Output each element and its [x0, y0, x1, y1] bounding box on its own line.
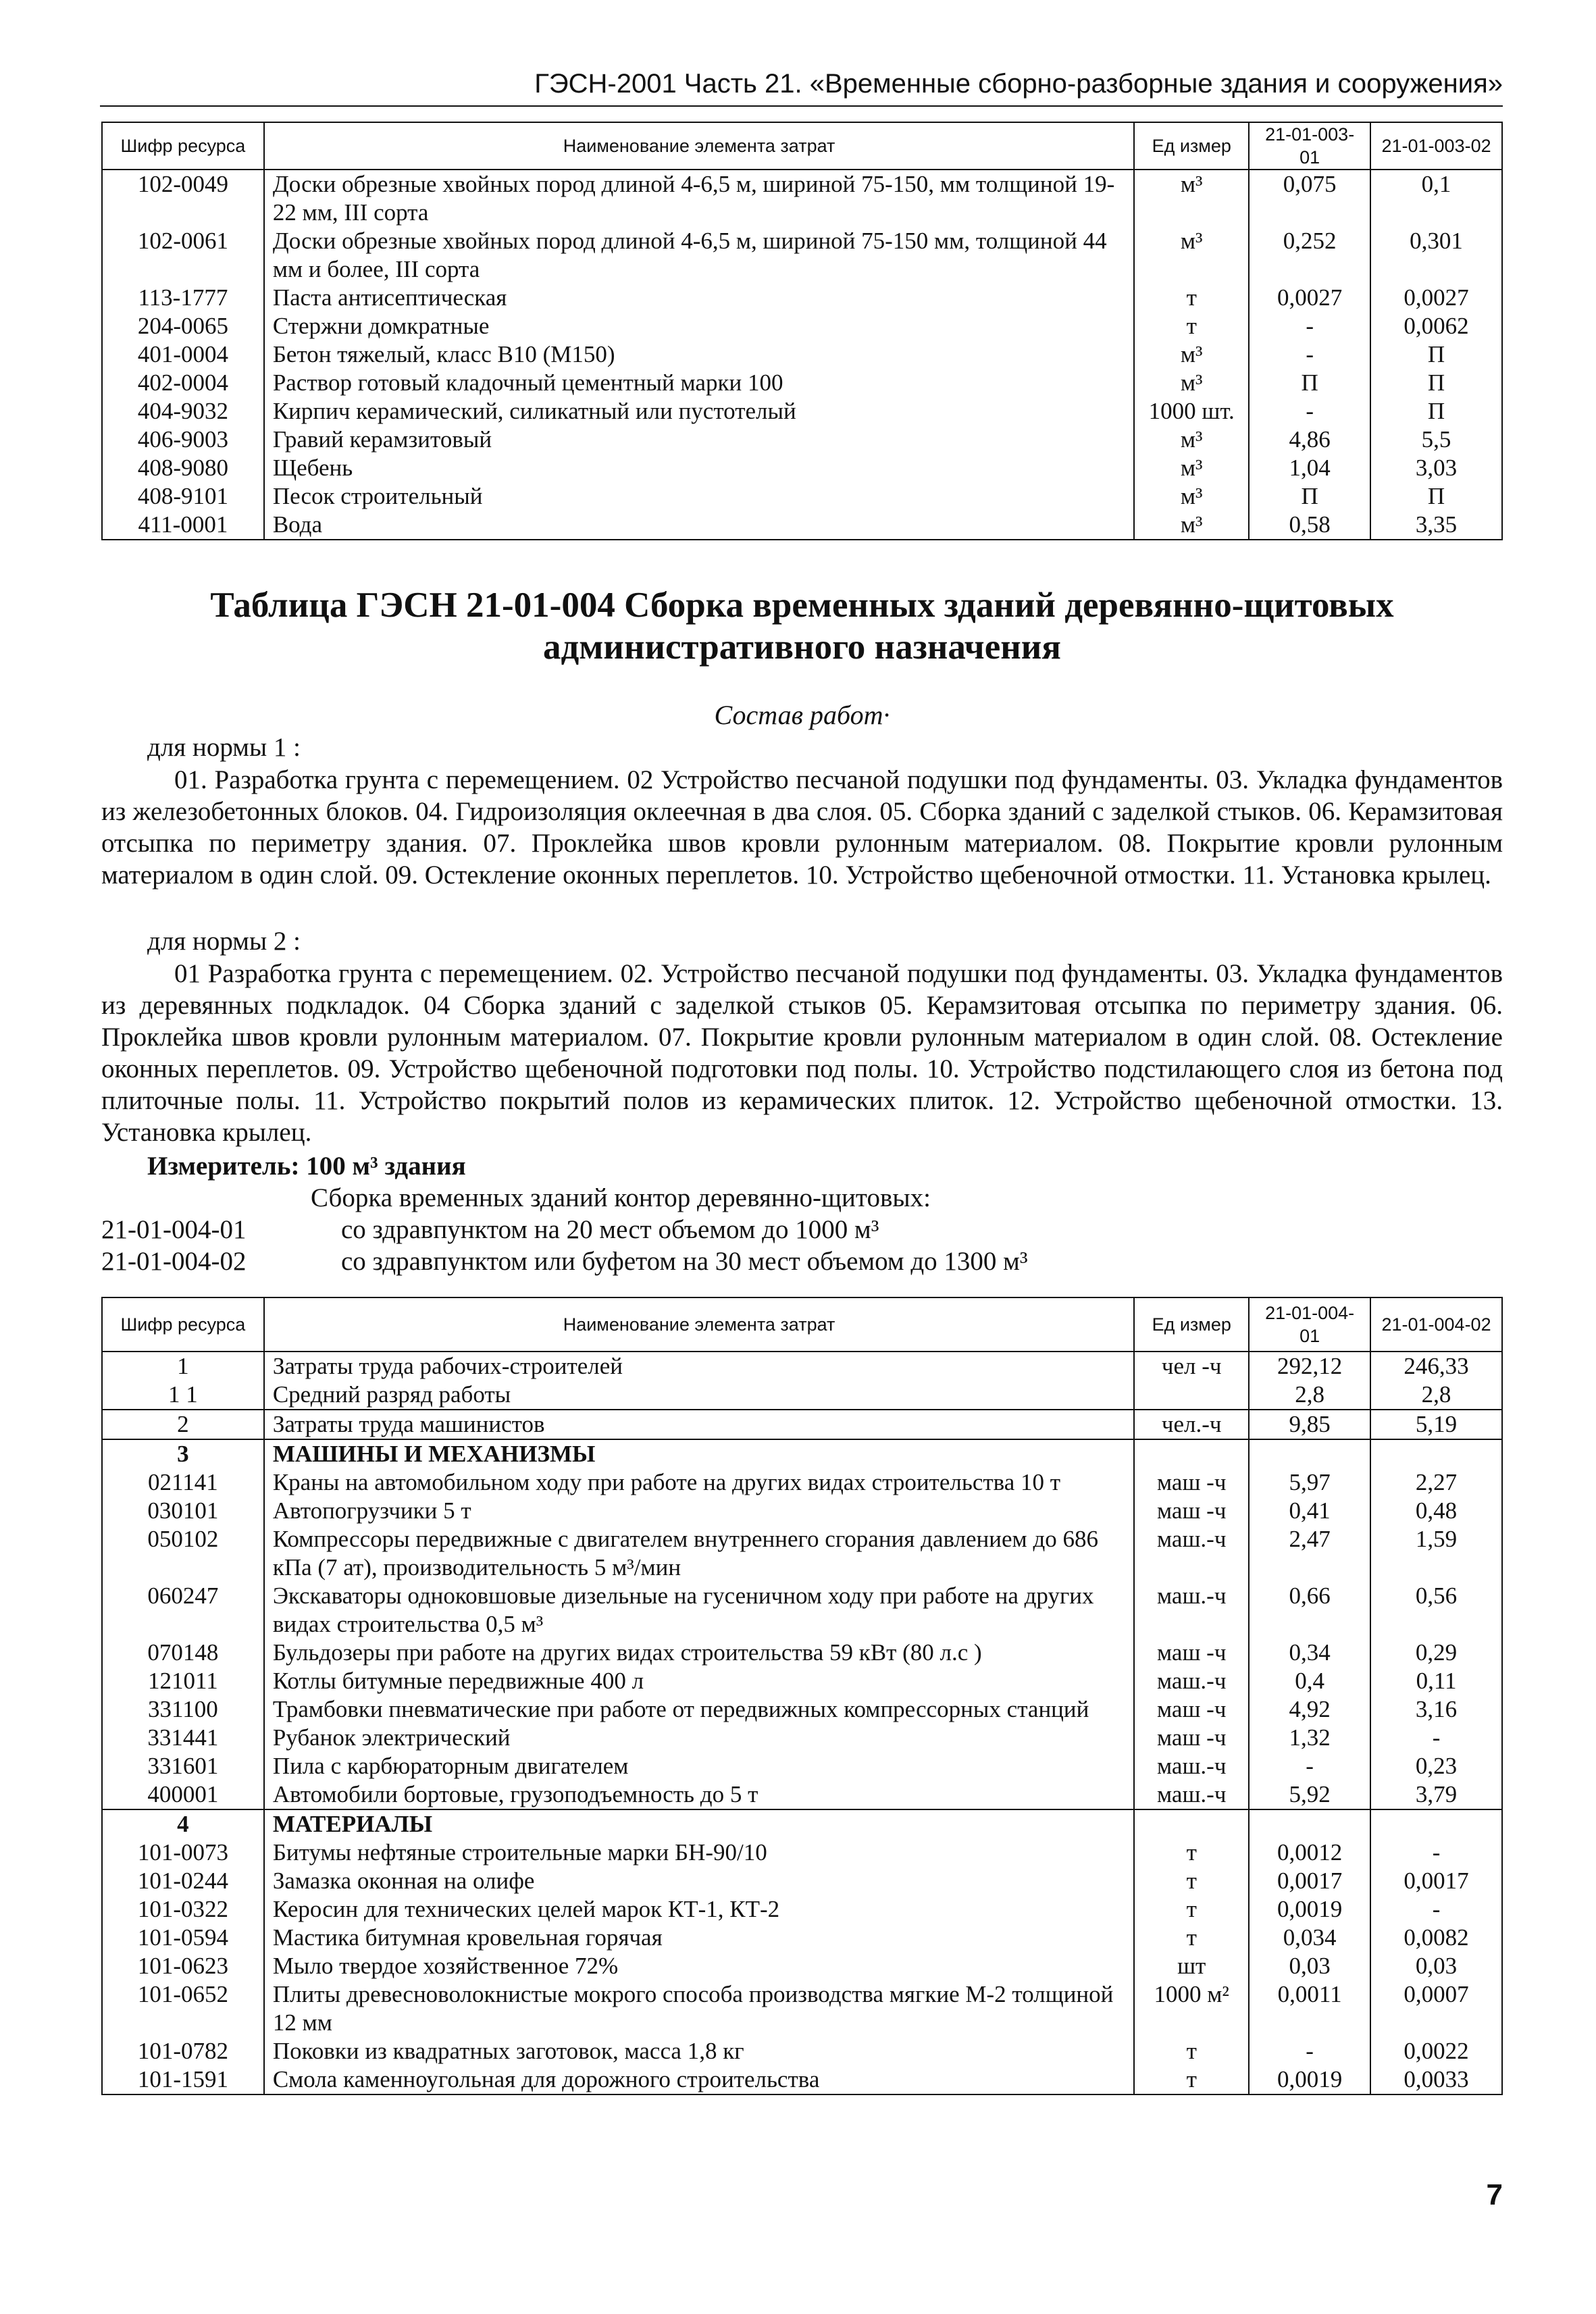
page-header: ГЭСН-2001 Часть 21. «Временные сборно-разборные здания и сооружения»	[100, 65, 1503, 107]
norm-code: 21-01-004-01	[101, 1215, 247, 1244]
unit-cell: шт	[1134, 1952, 1249, 1980]
value-cell: 0,252	[1249, 227, 1370, 284]
unit-cell: маш -ч	[1134, 1468, 1249, 1497]
table-row	[102, 1582, 1502, 1639]
resource-name-cell: Средний разряд работы	[264, 1381, 1134, 1410]
value-cell: 0,4	[1249, 1667, 1370, 1695]
page-number: 7	[1486, 2178, 1503, 2211]
unit-cell: т	[1134, 284, 1249, 312]
table-row	[102, 1724, 1502, 1752]
value-cell: 0,23	[1370, 1752, 1502, 1780]
resource-code-cell: 1 1	[102, 1381, 264, 1410]
col-header: Наименование элемента затрат	[264, 1297, 1134, 1352]
resource-code-cell: 4	[102, 1809, 264, 1839]
value-cell: 0,41	[1249, 1497, 1370, 1525]
resource-name-cell: Вода	[264, 511, 1134, 540]
value-cell: 2,8	[1249, 1381, 1370, 1410]
resource-name-cell: Смола каменноугольная для дорожного строительства	[264, 2065, 1134, 2094]
resource-code-cell: 030101	[102, 1497, 264, 1525]
value-cell	[1370, 1439, 1502, 1468]
value-cell: 0,301	[1370, 227, 1502, 284]
resource-code-cell: 021141	[102, 1468, 264, 1497]
unit-cell: маш -ч	[1134, 1497, 1249, 1525]
value-cell: -	[1249, 1752, 1370, 1780]
unit-cell	[1134, 1809, 1249, 1839]
table-row	[102, 1780, 1502, 1809]
assembly-heading: Сборка временных зданий контор деревянно-щитовых:	[311, 1183, 931, 1212]
unit-cell: маш.-ч	[1134, 1752, 1249, 1780]
table-row	[102, 1924, 1502, 1952]
table-row	[102, 2037, 1502, 2065]
table-row	[102, 1352, 1502, 1381]
value-cell: 0,0011	[1249, 1980, 1370, 2037]
table-row	[102, 511, 1502, 540]
col-header: Ед измер	[1134, 1297, 1249, 1352]
resource-name-cell: Щебень	[264, 454, 1134, 482]
resource-name-cell: Автомобили бортовые, грузоподъемность до 5 т	[264, 1780, 1134, 1809]
resource-name-cell: Кирпич керамический, силикатный или пустотелый	[264, 397, 1134, 426]
value-cell: 0,34	[1249, 1639, 1370, 1667]
value-cell: 0,29	[1370, 1639, 1502, 1667]
resource-code-cell: 102-0049	[102, 170, 264, 227]
resource-code-cell: 101-0594	[102, 1924, 264, 1952]
unit-cell: т	[1134, 1867, 1249, 1895]
value-cell: 0,0027	[1249, 284, 1370, 312]
resource-code-cell: 331100	[102, 1695, 264, 1724]
value-cell: 4,92	[1249, 1695, 1370, 1724]
resource-name-cell: Плиты древесноволокнистые мокрого способа производства мягкие М-2 толщиной 12 мм	[264, 1980, 1134, 2037]
col-header: Шифр ресурса	[102, 1297, 264, 1352]
table-row	[102, 397, 1502, 426]
value-cell: 0,0022	[1370, 2037, 1502, 2065]
value-cell: 5,92	[1249, 1780, 1370, 1809]
value-cell	[1249, 1809, 1370, 1839]
value-cell: 4,86	[1249, 426, 1370, 454]
resource-name-cell: Экскаваторы одноковшовые дизельные на гусеничном ходу при работе на других видах строительства 0,5 м³	[264, 1582, 1134, 1639]
value-cell: 0,0017	[1370, 1867, 1502, 1895]
unit-cell: маш.-ч	[1134, 1780, 1249, 1809]
value-cell: 0,03	[1370, 1952, 1502, 1980]
resource-code-cell: 101-0322	[102, 1895, 264, 1924]
resource-name-cell: Трамбовки пневматические при работе от передвижных компрессорных станций	[264, 1695, 1134, 1724]
table-row	[102, 340, 1502, 369]
resource-code-cell: 331441	[102, 1724, 264, 1752]
unit-cell: маш -ч	[1134, 1724, 1249, 1752]
table-row	[102, 426, 1502, 454]
value-cell: 5,5	[1370, 426, 1502, 454]
resource-name-cell: Гравий керамзитовый	[264, 426, 1134, 454]
unit-cell: т	[1134, 1895, 1249, 1924]
table-row	[102, 1695, 1502, 1724]
value-cell: 3,79	[1370, 1780, 1502, 1809]
resource-name-cell: Паста антисептическая	[264, 284, 1134, 312]
resource-code-cell: 408-9101	[102, 482, 264, 511]
resource-name-cell: Мыло твердое хозяйственное 72%	[264, 1952, 1134, 1980]
norma1-label: для нормы 1 :	[147, 733, 301, 762]
unit-cell: м³	[1134, 482, 1249, 511]
resource-name-cell: МАШИНЫ И МЕХАНИЗМЫ	[264, 1439, 1134, 1468]
unit-cell: маш.-ч	[1134, 1525, 1249, 1582]
value-cell: -	[1249, 2037, 1370, 2065]
resource-name-cell: Керосин для технических целей марок КТ-1, КТ-2	[264, 1895, 1134, 1924]
value-cell: 0,48	[1370, 1497, 1502, 1525]
resource-code-cell: 406-9003	[102, 426, 264, 454]
table-row	[102, 1639, 1502, 1667]
value-cell: 0,58	[1249, 511, 1370, 540]
unit-cell: маш -ч	[1134, 1639, 1249, 1667]
resource-name-cell: Пила с карбюраторным двигателем	[264, 1752, 1134, 1780]
table-row	[102, 1867, 1502, 1895]
value-cell: 0,0062	[1370, 312, 1502, 340]
resource-table-004	[101, 1297, 1503, 2095]
norma2-label: для нормы 2 :	[147, 927, 301, 956]
resource-code-cell: 402-0004	[102, 369, 264, 397]
resource-name-cell: Песок строительный	[264, 482, 1134, 511]
value-cell: -	[1370, 1839, 1502, 1867]
table-title: Таблица ГЭСН 21-01-004 Сборка временных зданий деревянно-щитовых административного назначения	[210, 586, 1394, 667]
col-header: 21-01-003-01	[1249, 122, 1370, 170]
value-cell: 0,0007	[1370, 1980, 1502, 2037]
unit-cell: м³	[1134, 369, 1249, 397]
value-cell: 3,03	[1370, 454, 1502, 482]
value-cell: П	[1370, 369, 1502, 397]
measure-unit: Измеритель: 100 м³ здания	[147, 1152, 466, 1181]
col-header: Наименование элемента затрат	[264, 122, 1134, 170]
value-cell: 0,0017	[1249, 1867, 1370, 1895]
value-cell: 292,12	[1249, 1352, 1370, 1381]
table-row	[102, 1980, 1502, 2037]
value-cell: 246,33	[1370, 1352, 1502, 1381]
table-row	[102, 1410, 1502, 1439]
resource-code-cell: 101-0244	[102, 1867, 264, 1895]
value-cell: 0,0033	[1370, 2065, 1502, 2094]
resource-name-cell: Доски обрезные хвойных пород длиной 4-6,5 м, шириной 75-150 мм, толщиной 44 мм и более, III сорта	[264, 227, 1134, 284]
resource-name-cell: Битумы нефтяные строительные марки БН-90/10	[264, 1839, 1134, 1867]
resource-code-cell: 101-0073	[102, 1839, 264, 1867]
value-cell: -	[1370, 1724, 1502, 1752]
resource-name-cell: Мастика битумная кровельная горячая	[264, 1924, 1134, 1952]
resource-table-003	[101, 122, 1503, 540]
value-cell: П	[1370, 397, 1502, 426]
resource-code-cell: 101-0652	[102, 1980, 264, 2037]
resource-code-cell: 1	[102, 1352, 264, 1381]
table-row	[102, 1752, 1502, 1780]
resource-code-cell: 404-9032	[102, 397, 264, 426]
col-header: Ед измер	[1134, 122, 1249, 170]
resource-code-cell: 101-0623	[102, 1952, 264, 1980]
value-cell: 1,04	[1249, 454, 1370, 482]
table-row	[102, 284, 1502, 312]
table-row	[102, 454, 1502, 482]
resource-name-cell: Автопогрузчики 5 т	[264, 1497, 1134, 1525]
value-cell: 2,27	[1370, 1468, 1502, 1497]
unit-cell: т	[1134, 1924, 1249, 1952]
unit-cell: маш.-ч	[1134, 1582, 1249, 1639]
unit-cell: 1000 м²	[1134, 1980, 1249, 2037]
norm-code: 21-01-004-02	[101, 1247, 247, 1276]
col-header: 21-01-004-02	[1370, 1297, 1502, 1352]
table-row	[102, 1809, 1502, 1839]
col-header: 21-01-003-02	[1370, 122, 1502, 170]
value-cell: -	[1370, 1895, 1502, 1924]
resource-name-cell: Бульдозеры при работе на других видах строительства 59 кВт (80 л.с )	[264, 1639, 1134, 1667]
value-cell: 0,0019	[1249, 1895, 1370, 1924]
resource-name-cell: Компрессоры передвижные с двигателем внутреннего сгорания давлением до 686 кПа (7 ат), производительность 5 м³/мин	[264, 1525, 1134, 1582]
unit-cell: маш -ч	[1134, 1695, 1249, 1724]
unit-cell: м³	[1134, 511, 1249, 540]
resource-code-cell: 331601	[102, 1752, 264, 1780]
resource-code-cell: 411-0001	[102, 511, 264, 540]
table-row	[102, 1667, 1502, 1695]
value-cell: -	[1249, 312, 1370, 340]
value-cell: -	[1249, 340, 1370, 369]
norm-description: со здравпунктом или буфетом на 30 мест объемом до 1300 м³	[341, 1247, 1028, 1276]
unit-cell: м³	[1134, 227, 1249, 284]
resource-name-cell: Бетон тяжелый, класс B10 (M150)	[264, 340, 1134, 369]
resource-code-cell: 121011	[102, 1667, 264, 1695]
value-cell: 0,0027	[1370, 284, 1502, 312]
value-cell: 1,32	[1249, 1724, 1370, 1752]
value-cell: 0,0019	[1249, 2065, 1370, 2094]
table-row	[102, 1839, 1502, 1867]
value-cell: 0,56	[1370, 1582, 1502, 1639]
resource-code-cell: 113-1777	[102, 284, 264, 312]
value-cell: 5,19	[1370, 1410, 1502, 1439]
resource-code-cell: 3	[102, 1439, 264, 1468]
table-row	[102, 312, 1502, 340]
table-body	[102, 170, 1502, 540]
resource-name-cell: Замазка оконная на олифе	[264, 1867, 1134, 1895]
value-cell: 2,47	[1249, 1525, 1370, 1582]
resource-name-cell: Доски обрезные хвойных пород длиной 4-6,5 м, шириной 75-150, мм толщиной 19-22 мм, III сорта	[264, 170, 1134, 227]
table-row	[102, 1952, 1502, 1980]
resource-name-cell: Раствор готовый кладочный цементный марки 100	[264, 369, 1134, 397]
value-cell: 0,11	[1370, 1667, 1502, 1695]
resource-name-cell: Затраты труда рабочих-строителей	[264, 1352, 1134, 1381]
resource-code-cell: 050102	[102, 1525, 264, 1582]
value-cell: 0,03	[1249, 1952, 1370, 1980]
unit-cell: чел -ч	[1134, 1352, 1249, 1381]
unit-cell: чел.-ч	[1134, 1410, 1249, 1439]
value-cell: П	[1370, 340, 1502, 369]
unit-cell: 1000 шт.	[1134, 397, 1249, 426]
unit-cell: м³	[1134, 340, 1249, 369]
resource-code-cell: 070148	[102, 1639, 264, 1667]
work-composition-heading: Состав работ·	[714, 700, 890, 730]
resource-name-cell: Котлы битумные передвижные 400 л	[264, 1667, 1134, 1695]
resource-code-cell: 408-9080	[102, 454, 264, 482]
resource-code-cell: 101-1591	[102, 2065, 264, 2094]
resource-name-cell: Краны на автомобильном ходу при работе на других видах строительства 10 т	[264, 1468, 1134, 1497]
table-body	[102, 1352, 1502, 2094]
value-cell: 2,8	[1370, 1381, 1502, 1410]
resource-name-cell: Поковки из квадратных заготовок, масса 1,8 кг	[264, 2037, 1134, 2065]
table-row	[102, 1381, 1502, 1410]
norma1-text: 01. Разработка грунта с перемещением. 02 Устройство песчаной подушки под фундаменты. 03. Укладка фундаментов из железобетонных блоков. 04. Гидроизоляция оклеечная в два слоя. 05. Сборка зданий с заделкой стыков. 06. Керамзитовая отсыпка по периметру здания. 07. Проклейка швов кровли рулонным материалом. 08. Покрытие кровли рулонным материалом в один слой. 09. Остекление оконных переплетов. 10. Устройство щебеночной отмостки. 11. Установка крылец.	[101, 765, 1503, 890]
unit-cell	[1134, 1439, 1249, 1468]
resource-code-cell: 400001	[102, 1780, 264, 1809]
value-cell: 0,1	[1370, 170, 1502, 227]
value-cell: 9,85	[1249, 1410, 1370, 1439]
resource-code-cell: 401-0004	[102, 340, 264, 369]
table-row	[102, 1525, 1502, 1582]
value-cell: 0,034	[1249, 1924, 1370, 1952]
unit-cell: т	[1134, 2037, 1249, 2065]
resource-code-cell: 102-0061	[102, 227, 264, 284]
value-cell: 0,075	[1249, 170, 1370, 227]
unit-cell: т	[1134, 2065, 1249, 2094]
table-row	[102, 1439, 1502, 1468]
value-cell: 0,0012	[1249, 1839, 1370, 1867]
resource-code-cell: 060247	[102, 1582, 264, 1639]
resource-name-cell: МАТЕРИАЛЫ	[264, 1809, 1134, 1839]
value-cell: 1,59	[1370, 1525, 1502, 1582]
unit-cell: м³	[1134, 454, 1249, 482]
table-row	[102, 369, 1502, 397]
col-header: Шифр ресурса	[102, 122, 264, 170]
unit-cell: м³	[1134, 426, 1249, 454]
value-cell: 3,16	[1370, 1695, 1502, 1724]
value-cell	[1249, 1439, 1370, 1468]
resource-code-cell: 101-0782	[102, 2037, 264, 2065]
resource-code-cell: 204-0065	[102, 312, 264, 340]
table-row	[102, 1468, 1502, 1497]
value-cell: 0,66	[1249, 1582, 1370, 1639]
table-row	[102, 482, 1502, 511]
value-cell	[1370, 1809, 1502, 1839]
value-cell: П	[1249, 369, 1370, 397]
table-row	[102, 227, 1502, 284]
unit-cell: м³	[1134, 170, 1249, 227]
table-row	[102, 1895, 1502, 1924]
table-row	[102, 2065, 1502, 2094]
col-header: 21-01-004-01	[1249, 1297, 1370, 1352]
value-cell: 0,0082	[1370, 1924, 1502, 1952]
value-cell: П	[1249, 482, 1370, 511]
unit-cell: т	[1134, 1839, 1249, 1867]
value-cell: 3,35	[1370, 511, 1502, 540]
table-row	[102, 1497, 1502, 1525]
unit-cell	[1134, 1381, 1249, 1410]
value-cell: 5,97	[1249, 1468, 1370, 1497]
table-row	[102, 170, 1502, 227]
norma2-text: 01 Разработка грунта с перемещением. 02. Устройство песчаной подушки под фундаменты. 03. Укладка фундаментов из деревянных подкладок. 04 Сборка зданий с заделкой стыков 05. Керамзитовая отсыпка по периметру здания. 06. Проклейка швов кровли рулонным материалом. 07. Покрытие кровли рулонным материалом в один слой. 08. Остекление оконных переплетов. 09. Устройство щебеночной подготовки под полы. 10. Устройство подстилающего слоя из бетона под плиточные полы. 11. Устройство покрытий полов из керамических плиток. 12. Устройство щебеночной отмостки. 13. Установка крылец.	[101, 959, 1503, 1147]
resource-name-cell: Затраты труда машинистов	[264, 1410, 1134, 1439]
resource-name-cell: Рубанок электрический	[264, 1724, 1134, 1752]
unit-cell: маш.-ч	[1134, 1667, 1249, 1695]
resource-name-cell: Стержни домкратные	[264, 312, 1134, 340]
value-cell: -	[1249, 397, 1370, 426]
resource-code-cell: 2	[102, 1410, 264, 1439]
unit-cell: т	[1134, 312, 1249, 340]
value-cell: П	[1370, 482, 1502, 511]
norm-description: со здравпунктом на 20 мест объемом до 1000 м³	[341, 1215, 879, 1244]
